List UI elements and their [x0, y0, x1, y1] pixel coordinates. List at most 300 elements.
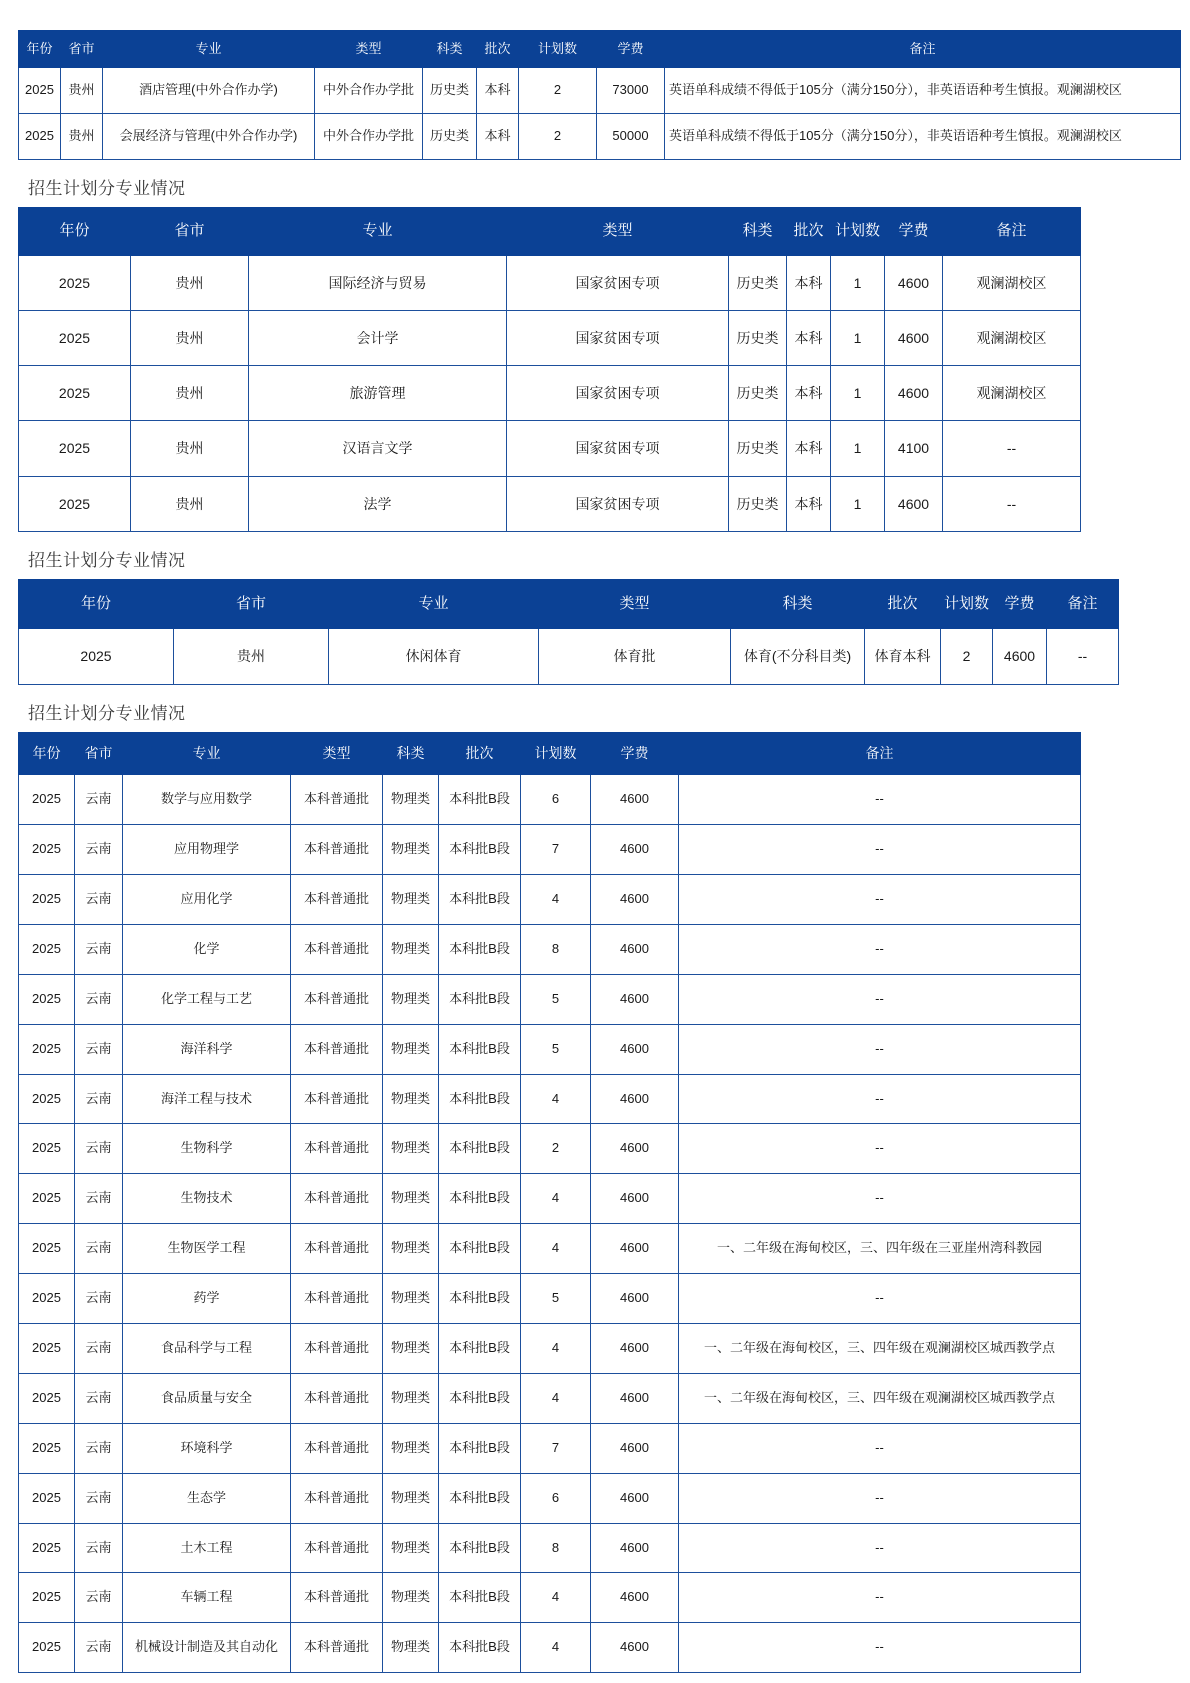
cell-province: 贵州 — [131, 366, 249, 421]
table-row — [19, 1124, 1081, 1174]
cell-major: 酒店管理(中外合作办学) — [103, 68, 315, 114]
cell-type: 本科普通批 — [291, 1024, 383, 1074]
cell-plan-count: 2 — [521, 1124, 591, 1174]
cell-batch: 本科批B段 — [439, 1124, 521, 1174]
cell-province: 云南 — [75, 1573, 123, 1623]
cell-plan-count: 8 — [521, 1523, 591, 1573]
col-subject: 科类 — [423, 31, 477, 68]
cell-tuition: 4600 — [591, 825, 679, 875]
cell-subject: 物理类 — [383, 874, 439, 924]
cell-remark: -- — [679, 924, 1081, 974]
table-row — [19, 476, 1081, 531]
cell-major: 化学工程与工艺 — [123, 974, 291, 1024]
cell-subject: 物理类 — [383, 1274, 439, 1324]
col-province: 省市 — [75, 732, 123, 775]
cell-batch: 本科 — [787, 421, 831, 476]
cell-batch: 本科 — [477, 68, 519, 114]
cell-tuition: 4600 — [591, 1473, 679, 1523]
col-type: 类型 — [315, 31, 423, 68]
col-year: 年份 — [19, 31, 61, 68]
cell-tuition: 4600 — [591, 1124, 679, 1174]
cell-batch: 本科批B段 — [439, 775, 521, 825]
cell-tuition: 4600 — [591, 1423, 679, 1473]
col-subject: 科类 — [731, 579, 865, 629]
cell-plan-count: 8 — [521, 924, 591, 974]
cell-province: 云南 — [75, 1473, 123, 1523]
cell-plan-count: 4 — [521, 1074, 591, 1124]
cell-type: 本科普通批 — [291, 1124, 383, 1174]
col-remark: 备注 — [1047, 579, 1119, 629]
cell-type: 本科普通批 — [291, 1473, 383, 1523]
cell-year: 2025 — [19, 974, 75, 1024]
cell-subject: 物理类 — [383, 1523, 439, 1573]
cell-subject: 物理类 — [383, 1323, 439, 1373]
cell-type: 本科普通批 — [291, 1573, 383, 1623]
col-province: 省市 — [61, 31, 103, 68]
cell-year: 2025 — [19, 1174, 75, 1224]
col-major: 专业 — [329, 579, 539, 629]
table-row — [19, 1373, 1081, 1423]
cell-type: 本科普通批 — [291, 825, 383, 875]
cell-batch: 本科批B段 — [439, 1423, 521, 1473]
cell-batch: 本科批B段 — [439, 1224, 521, 1274]
col-remark: 备注 — [679, 732, 1081, 775]
cell-major: 车辆工程 — [123, 1573, 291, 1623]
cell-province: 贵州 — [61, 68, 103, 114]
cell-major: 汉语言文学 — [249, 421, 507, 476]
cell-year: 2025 — [19, 421, 131, 476]
cell-tuition: 4600 — [591, 1174, 679, 1224]
cell-tuition: 4600 — [591, 1323, 679, 1373]
header-row — [19, 208, 1081, 256]
cell-year: 2025 — [19, 1373, 75, 1423]
plan-table-1 — [18, 30, 1181, 160]
cell-type: 国家贫困专项 — [507, 255, 729, 310]
col-major: 专业 — [249, 208, 507, 256]
cell-year: 2025 — [19, 1224, 75, 1274]
table-row — [19, 1174, 1081, 1224]
cell-type: 国家贫困专项 — [507, 421, 729, 476]
col-tuition: 学费 — [885, 208, 943, 256]
cell-remark: 一、二年级在海甸校区，三、四年级在三亚崖州湾科教园 — [679, 1224, 1081, 1274]
cell-remark: -- — [943, 421, 1081, 476]
table-row — [19, 974, 1081, 1024]
cell-type: 本科普通批 — [291, 1323, 383, 1373]
cell-type: 本科普通批 — [291, 1224, 383, 1274]
table-row — [19, 1573, 1081, 1623]
cell-plan-count: 1 — [831, 421, 885, 476]
cell-province: 云南 — [75, 775, 123, 825]
table-row — [19, 366, 1081, 421]
table-row — [19, 924, 1081, 974]
cell-plan-count: 4 — [521, 874, 591, 924]
cell-year: 2025 — [19, 1323, 75, 1373]
cell-remark: -- — [679, 1573, 1081, 1623]
cell-subject: 历史类 — [729, 310, 787, 365]
cell-type: 本科普通批 — [291, 1074, 383, 1124]
cell-plan-count: 7 — [521, 825, 591, 875]
cell-batch: 本科 — [477, 114, 519, 160]
section-title-4: 招生计划分专业情况 — [28, 703, 186, 723]
cell-batch: 本科批B段 — [439, 1473, 521, 1523]
cell-major: 化学 — [123, 924, 291, 974]
cell-subject: 物理类 — [383, 1124, 439, 1174]
col-type: 类型 — [539, 579, 731, 629]
cell-tuition: 4600 — [591, 1274, 679, 1324]
cell-remark: 一、二年级在海甸校区，三、四年级在观澜湖校区城西教学点 — [679, 1323, 1081, 1373]
cell-year: 2025 — [19, 310, 131, 365]
table-body — [19, 255, 1081, 531]
cell-plan-count: 2 — [941, 629, 993, 684]
cell-tuition: 4600 — [591, 974, 679, 1024]
cell-batch: 本科批B段 — [439, 924, 521, 974]
cell-subject: 物理类 — [383, 1573, 439, 1623]
table-row — [19, 1473, 1081, 1523]
cell-year: 2025 — [19, 476, 131, 531]
col-batch: 批次 — [477, 31, 519, 68]
cell-subject: 物理类 — [383, 1024, 439, 1074]
cell-plan-count: 4 — [521, 1573, 591, 1623]
cell-plan-count: 6 — [521, 775, 591, 825]
table-header — [19, 31, 1181, 68]
cell-tuition: 4600 — [591, 1024, 679, 1074]
cell-province: 云南 — [75, 1423, 123, 1473]
cell-batch: 本科批B段 — [439, 1174, 521, 1224]
table-header — [19, 208, 1081, 256]
cell-plan-count: 4 — [521, 1224, 591, 1274]
col-type: 类型 — [291, 732, 383, 775]
cell-batch: 本科 — [787, 255, 831, 310]
cell-plan-count: 2 — [519, 114, 597, 160]
plan-table-3 — [18, 579, 1119, 685]
cell-type: 中外合作办学批 — [315, 68, 423, 114]
cell-province: 云南 — [75, 874, 123, 924]
col-province: 省市 — [174, 579, 329, 629]
col-tuition: 学费 — [597, 31, 665, 68]
cell-subject: 历史类 — [729, 421, 787, 476]
cell-subject: 物理类 — [383, 924, 439, 974]
cell-plan-count: 2 — [519, 68, 597, 114]
table-row — [19, 421, 1081, 476]
cell-year: 2025 — [19, 114, 61, 160]
cell-major: 生态学 — [123, 1473, 291, 1523]
cell-type: 中外合作办学批 — [315, 114, 423, 160]
cell-province: 贵州 — [131, 421, 249, 476]
cell-remark: -- — [679, 1074, 1081, 1124]
table-body — [19, 775, 1081, 1673]
table-header — [19, 579, 1119, 629]
cell-year: 2025 — [19, 1124, 75, 1174]
cell-province: 云南 — [75, 1274, 123, 1324]
cell-remark: -- — [679, 1473, 1081, 1523]
table-row — [19, 1523, 1081, 1573]
table-row — [19, 1423, 1081, 1473]
cell-remark: -- — [679, 1423, 1081, 1473]
cell-major: 会计学 — [249, 310, 507, 365]
plan-table-2 — [18, 207, 1081, 532]
header-row — [19, 31, 1181, 68]
cell-type: 本科普通批 — [291, 1174, 383, 1224]
header-row — [19, 579, 1119, 629]
cell-remark: 一、二年级在海甸校区，三、四年级在观澜湖校区城西教学点 — [679, 1373, 1081, 1423]
cell-batch: 本科批B段 — [439, 1523, 521, 1573]
cell-remark: -- — [679, 1024, 1081, 1074]
cell-plan-count: 1 — [831, 366, 885, 421]
cell-batch: 本科批B段 — [439, 825, 521, 875]
cell-major: 应用物理学 — [123, 825, 291, 875]
cell-remark: -- — [943, 476, 1081, 531]
table-row — [19, 1024, 1081, 1074]
cell-major: 应用化学 — [123, 874, 291, 924]
cell-type: 本科普通批 — [291, 1274, 383, 1324]
table-row — [19, 1224, 1081, 1274]
cell-major: 食品质量与安全 — [123, 1373, 291, 1423]
cell-tuition: 4600 — [591, 1623, 679, 1673]
cell-type: 国家贫困专项 — [507, 310, 729, 365]
table-row — [19, 114, 1181, 160]
cell-major: 生物科学 — [123, 1124, 291, 1174]
col-batch: 批次 — [439, 732, 521, 775]
cell-remark: -- — [679, 1274, 1081, 1324]
cell-subject: 物理类 — [383, 974, 439, 1024]
cell-province: 云南 — [75, 974, 123, 1024]
cell-plan-count: 1 — [831, 255, 885, 310]
cell-remark: 英语单科成绩不得低于105分（满分150分），非英语语种考生慎报。观澜湖校区 — [665, 68, 1181, 114]
cell-plan-count: 6 — [521, 1473, 591, 1523]
cell-subject: 物理类 — [383, 1074, 439, 1124]
cell-plan-count: 5 — [521, 1274, 591, 1324]
cell-batch: 本科批B段 — [439, 1274, 521, 1324]
cell-batch: 本科批B段 — [439, 874, 521, 924]
table-row — [19, 255, 1081, 310]
cell-major: 生物技术 — [123, 1174, 291, 1224]
cell-year: 2025 — [19, 1024, 75, 1074]
cell-province: 云南 — [75, 1224, 123, 1274]
cell-province: 云南 — [75, 1124, 123, 1174]
cell-tuition: 4600 — [591, 1573, 679, 1623]
cell-batch: 本科 — [787, 366, 831, 421]
cell-province: 云南 — [75, 1074, 123, 1124]
table-row — [19, 775, 1081, 825]
cell-major: 休闲体育 — [329, 629, 539, 684]
cell-province: 贵州 — [61, 114, 103, 160]
col-major: 专业 — [123, 732, 291, 775]
cell-tuition: 4600 — [591, 1373, 679, 1423]
cell-subject: 体育(不分科目类) — [731, 629, 865, 684]
col-plan-count: 计划数 — [521, 732, 591, 775]
cell-tuition: 50000 — [597, 114, 665, 160]
cell-tuition: 4600 — [885, 310, 943, 365]
cell-subject: 历史类 — [423, 68, 477, 114]
cell-province: 贵州 — [131, 476, 249, 531]
cell-major: 法学 — [249, 476, 507, 531]
cell-major: 土木工程 — [123, 1523, 291, 1573]
cell-major: 数学与应用数学 — [123, 775, 291, 825]
cell-plan-count: 1 — [831, 476, 885, 531]
cell-remark: -- — [679, 775, 1081, 825]
col-year: 年份 — [19, 579, 174, 629]
cell-type: 体育批 — [539, 629, 731, 684]
cell-remark: 观澜湖校区 — [943, 310, 1081, 365]
section-title-2: 招生计划分专业情况 — [28, 179, 186, 199]
cell-subject: 历史类 — [729, 366, 787, 421]
header-row — [19, 732, 1081, 775]
cell-batch: 本科批B段 — [439, 1074, 521, 1124]
table-row — [19, 1074, 1081, 1124]
cell-year: 2025 — [19, 825, 75, 875]
cell-plan-count: 7 — [521, 1423, 591, 1473]
cell-major: 海洋科学 — [123, 1024, 291, 1074]
cell-plan-count: 5 — [521, 1024, 591, 1074]
cell-plan-count: 4 — [521, 1323, 591, 1373]
table-row — [19, 1623, 1081, 1673]
cell-tuition: 4600 — [591, 1523, 679, 1573]
cell-year: 2025 — [19, 1074, 75, 1124]
cell-year: 2025 — [19, 1523, 75, 1573]
cell-tuition: 4600 — [993, 629, 1047, 684]
cell-tuition: 4100 — [885, 421, 943, 476]
cell-major: 海洋工程与技术 — [123, 1074, 291, 1124]
cell-remark: 英语单科成绩不得低于105分（满分150分），非英语语种考生慎报。观澜湖校区 — [665, 114, 1181, 160]
cell-remark: 观澜湖校区 — [943, 255, 1081, 310]
col-remark: 备注 — [943, 208, 1081, 256]
cell-subject: 物理类 — [383, 1623, 439, 1673]
col-tuition: 学费 — [591, 732, 679, 775]
col-batch: 批次 — [787, 208, 831, 256]
cell-subject: 物理类 — [383, 1473, 439, 1523]
cell-batch: 本科 — [787, 476, 831, 531]
table-row — [19, 629, 1119, 684]
col-subject: 科类 — [383, 732, 439, 775]
col-batch: 批次 — [865, 579, 941, 629]
cell-year: 2025 — [19, 1623, 75, 1673]
cell-subject: 历史类 — [423, 114, 477, 160]
cell-year: 2025 — [19, 255, 131, 310]
cell-province: 云南 — [75, 924, 123, 974]
cell-batch: 本科批B段 — [439, 1323, 521, 1373]
cell-province: 贵州 — [174, 629, 329, 684]
cell-plan-count: 4 — [521, 1623, 591, 1673]
table-row — [19, 1323, 1081, 1373]
col-remark: 备注 — [665, 31, 1181, 68]
cell-type: 本科普通批 — [291, 1373, 383, 1423]
cell-year: 2025 — [19, 366, 131, 421]
cell-batch: 本科 — [787, 310, 831, 365]
table-row — [19, 825, 1081, 875]
cell-type: 国家贫困专项 — [507, 366, 729, 421]
table-row — [19, 310, 1081, 365]
cell-tuition: 4600 — [591, 1074, 679, 1124]
col-type: 类型 — [507, 208, 729, 256]
cell-type: 本科普通批 — [291, 1623, 383, 1673]
cell-subject: 物理类 — [383, 1373, 439, 1423]
cell-type: 本科普通批 — [291, 1423, 383, 1473]
cell-remark: -- — [679, 825, 1081, 875]
cell-plan-count: 5 — [521, 974, 591, 1024]
cell-province: 云南 — [75, 1174, 123, 1224]
cell-subject: 物理类 — [383, 1174, 439, 1224]
cell-type: 本科普通批 — [291, 974, 383, 1024]
cell-year: 2025 — [19, 68, 61, 114]
cell-major: 机械设计制造及其自动化 — [123, 1623, 291, 1673]
col-plan-count: 计划数 — [831, 208, 885, 256]
cell-remark: -- — [1047, 629, 1119, 684]
cell-province: 云南 — [75, 1523, 123, 1573]
col-year: 年份 — [19, 732, 75, 775]
cell-type: 本科普通批 — [291, 924, 383, 974]
cell-province: 云南 — [75, 1623, 123, 1673]
table-row — [19, 1274, 1081, 1324]
col-year: 年份 — [19, 208, 131, 256]
cell-province: 云南 — [75, 1373, 123, 1423]
cell-tuition: 4600 — [885, 255, 943, 310]
cell-tuition: 4600 — [591, 924, 679, 974]
cell-major: 会展经济与管理(中外合作办学) — [103, 114, 315, 160]
table-row — [19, 874, 1081, 924]
col-major: 专业 — [103, 31, 315, 68]
cell-remark: -- — [679, 874, 1081, 924]
table-header — [19, 732, 1081, 775]
cell-tuition: 73000 — [597, 68, 665, 114]
cell-tuition: 4600 — [591, 874, 679, 924]
col-subject: 科类 — [729, 208, 787, 256]
cell-major: 药学 — [123, 1274, 291, 1324]
cell-province: 贵州 — [131, 255, 249, 310]
cell-remark: -- — [679, 974, 1081, 1024]
cell-year: 2025 — [19, 1473, 75, 1523]
table-body — [19, 629, 1119, 684]
cell-batch: 本科批B段 — [439, 1573, 521, 1623]
cell-tuition: 4600 — [591, 1224, 679, 1274]
cell-remark: -- — [679, 1623, 1081, 1673]
cell-province: 贵州 — [131, 310, 249, 365]
cell-type: 国家贫困专项 — [507, 476, 729, 531]
cell-subject: 物理类 — [383, 825, 439, 875]
cell-batch: 本科批B段 — [439, 974, 521, 1024]
cell-tuition: 4600 — [885, 476, 943, 531]
cell-tuition: 4600 — [591, 775, 679, 825]
cell-subject: 历史类 — [729, 255, 787, 310]
cell-plan-count: 4 — [521, 1174, 591, 1224]
cell-batch: 本科批B段 — [439, 1623, 521, 1673]
cell-province: 云南 — [75, 1024, 123, 1074]
cell-subject: 物理类 — [383, 1224, 439, 1274]
col-tuition: 学费 — [993, 579, 1047, 629]
cell-major: 食品科学与工程 — [123, 1323, 291, 1373]
cell-year: 2025 — [19, 874, 75, 924]
cell-remark: -- — [679, 1523, 1081, 1573]
cell-year: 2025 — [19, 775, 75, 825]
cell-province: 云南 — [75, 825, 123, 875]
cell-major: 旅游管理 — [249, 366, 507, 421]
cell-type: 本科普通批 — [291, 1523, 383, 1573]
cell-remark: 观澜湖校区 — [943, 366, 1081, 421]
cell-tuition: 4600 — [885, 366, 943, 421]
col-province: 省市 — [131, 208, 249, 256]
cell-year: 2025 — [19, 629, 174, 684]
cell-year: 2025 — [19, 1274, 75, 1324]
table-row — [19, 68, 1181, 114]
cell-batch: 体育本科 — [865, 629, 941, 684]
cell-remark: -- — [679, 1174, 1081, 1224]
cell-major: 生物医学工程 — [123, 1224, 291, 1274]
cell-major: 环境科学 — [123, 1423, 291, 1473]
cell-subject: 历史类 — [729, 476, 787, 531]
cell-type: 本科普通批 — [291, 775, 383, 825]
cell-year: 2025 — [19, 1423, 75, 1473]
cell-major: 国际经济与贸易 — [249, 255, 507, 310]
cell-subject: 物理类 — [383, 1423, 439, 1473]
